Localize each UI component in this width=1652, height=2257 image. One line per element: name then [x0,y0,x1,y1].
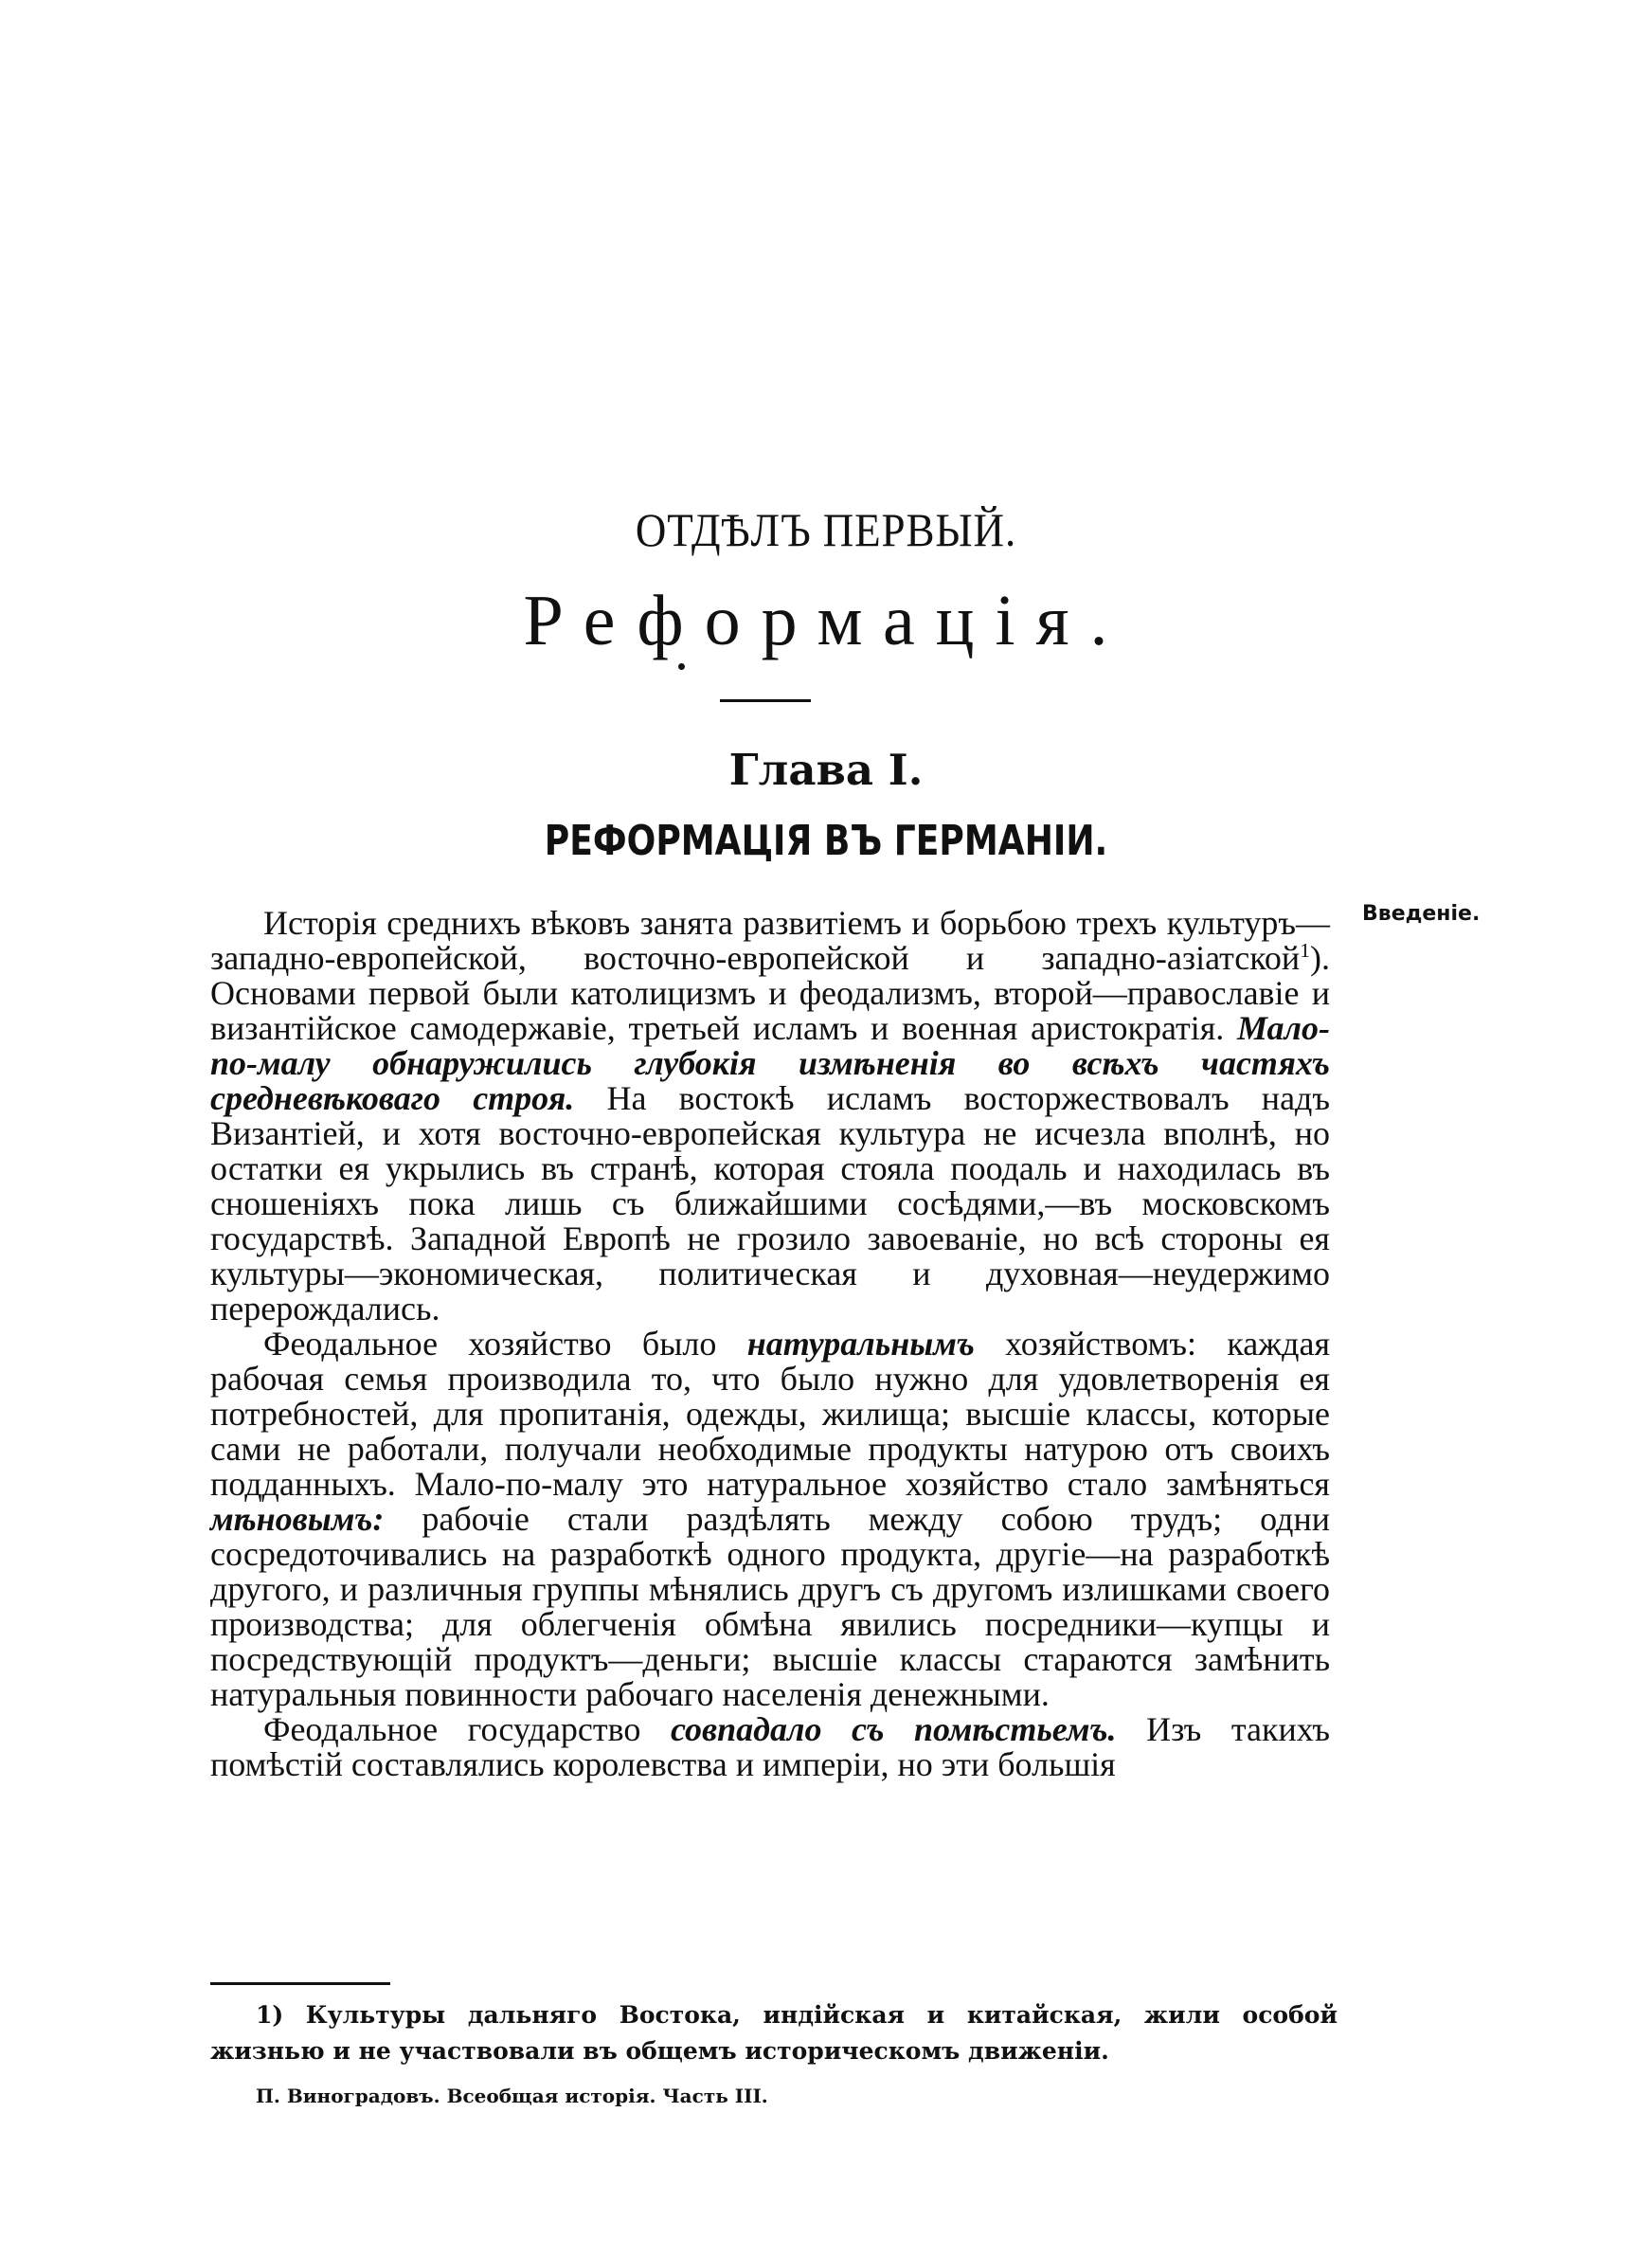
footnote-reference: 1 [1300,939,1310,962]
footnote-divider [210,1982,390,1985]
paragraph-2-text-b: хозяйствомъ: каждая рабочая семья производила то, что было нужно для удовлетворенія ея потребностей, для пропитанія, одежды, жилища; высшіе классы, которые сами не работали, получали необходимые продукты натурою отъ своихъ подданныхъ. Мало-по-малу это натуральное хозяйство стало замѣняться [210,1325,1331,1503]
footnote-paragraph [210,1997,1338,2069]
paragraph-2-emphasis-b: мѣновымъ: [210,1500,385,1538]
paragraph-3 [210,1712,1330,1782]
footnote [210,1997,1338,2069]
main-text [210,906,1330,1782]
paragraph-1-text-a: Исторія среднихъ вѣковъ занята развитіемъ и борьбою трехъ культуръ—западно-европейской, восточно-европейской и западно-азіатской [210,904,1330,977]
paragraph-1 [210,906,1330,1327]
title-divider [720,699,811,702]
paragraph-2-emphasis-a: натуральнымъ [746,1325,975,1363]
paragraph-3-text-a: Феодальное государство [263,1710,671,1748]
chapter-title: РЕФОРМАЦІЯ ВЪ ГЕРМАНІИ. [544,817,1108,865]
paragraph-3-emphasis: совпадало съ помѣстьемъ. [670,1710,1117,1748]
page-signature: П. Виноградовъ. Всеобщая исторія. Часть III. [256,2085,768,2107]
paragraph-3-text-b: Изъ такихъ помѣстій составлялись королевства и имперіи, но эти большія [210,1710,1330,1783]
footnote-marker: 1 [256,2001,273,2029]
chapter-label: Глава I. [728,745,924,795]
margin-note: Введеніе. [1362,902,1481,926]
part-title: Реформація. [523,581,1129,660]
print-dot [678,663,685,670]
paragraph-2 [210,1327,1330,1712]
paragraph-2-text-a: Феодальное хозяйство было [263,1325,747,1363]
paragraph-1-emphasis: Мало-по-малу обнаружились глубокія измѣненія во всѣхъ частяхъ средневѣковаго строя. [210,1009,1330,1117]
section-label: ОТДѢЛЪ ПЕРВЫЙ. [635,503,1017,556]
paragraph-1-text-c: На востокѣ исламъ восторжествовалъ надъ Византіей, и хотя восточно-европейская культура не исчезла вполнѣ, но остатки ея укрылись въ странѣ, которая стояла поодаль и находилась въ сношеніяхъ пока лишь съ ближайшими сосѣдями,—въ московскомъ государствѣ. Западной Европѣ не грозило завоеваніе, но всѣ стороны ея культуры—экономическая, политическая и духовная—неудержимо перерождались. [210,1079,1330,1327]
footnote-text: ) Культуры дальняго Востока, индійская и китайская, жили особой жизнью и не участвовали въ общемъ историческомъ движеніи. [210,2001,1338,2065]
paragraph-1-text-b: ). Основами первой были католицизмъ и феодализмъ, второй—православіе и византійское самодержавіе, третьей исламъ и военная аристократія. [210,939,1330,1047]
paragraph-2-text-c: рабочіе стали раздѣлять между собою трудъ; одни сосредоточивались на разработкѣ одного продукта, другіе—на разработкѣ другого, и различныя группы мѣнялись другъ съ другомъ излишками своего производства; для облегченія обмѣна явились посредники—купцы и посредствующій продуктъ—деньги; высшіе классы стараются замѣнить натуральныя повинности рабочаго населенія денежными. [210,1500,1330,1713]
